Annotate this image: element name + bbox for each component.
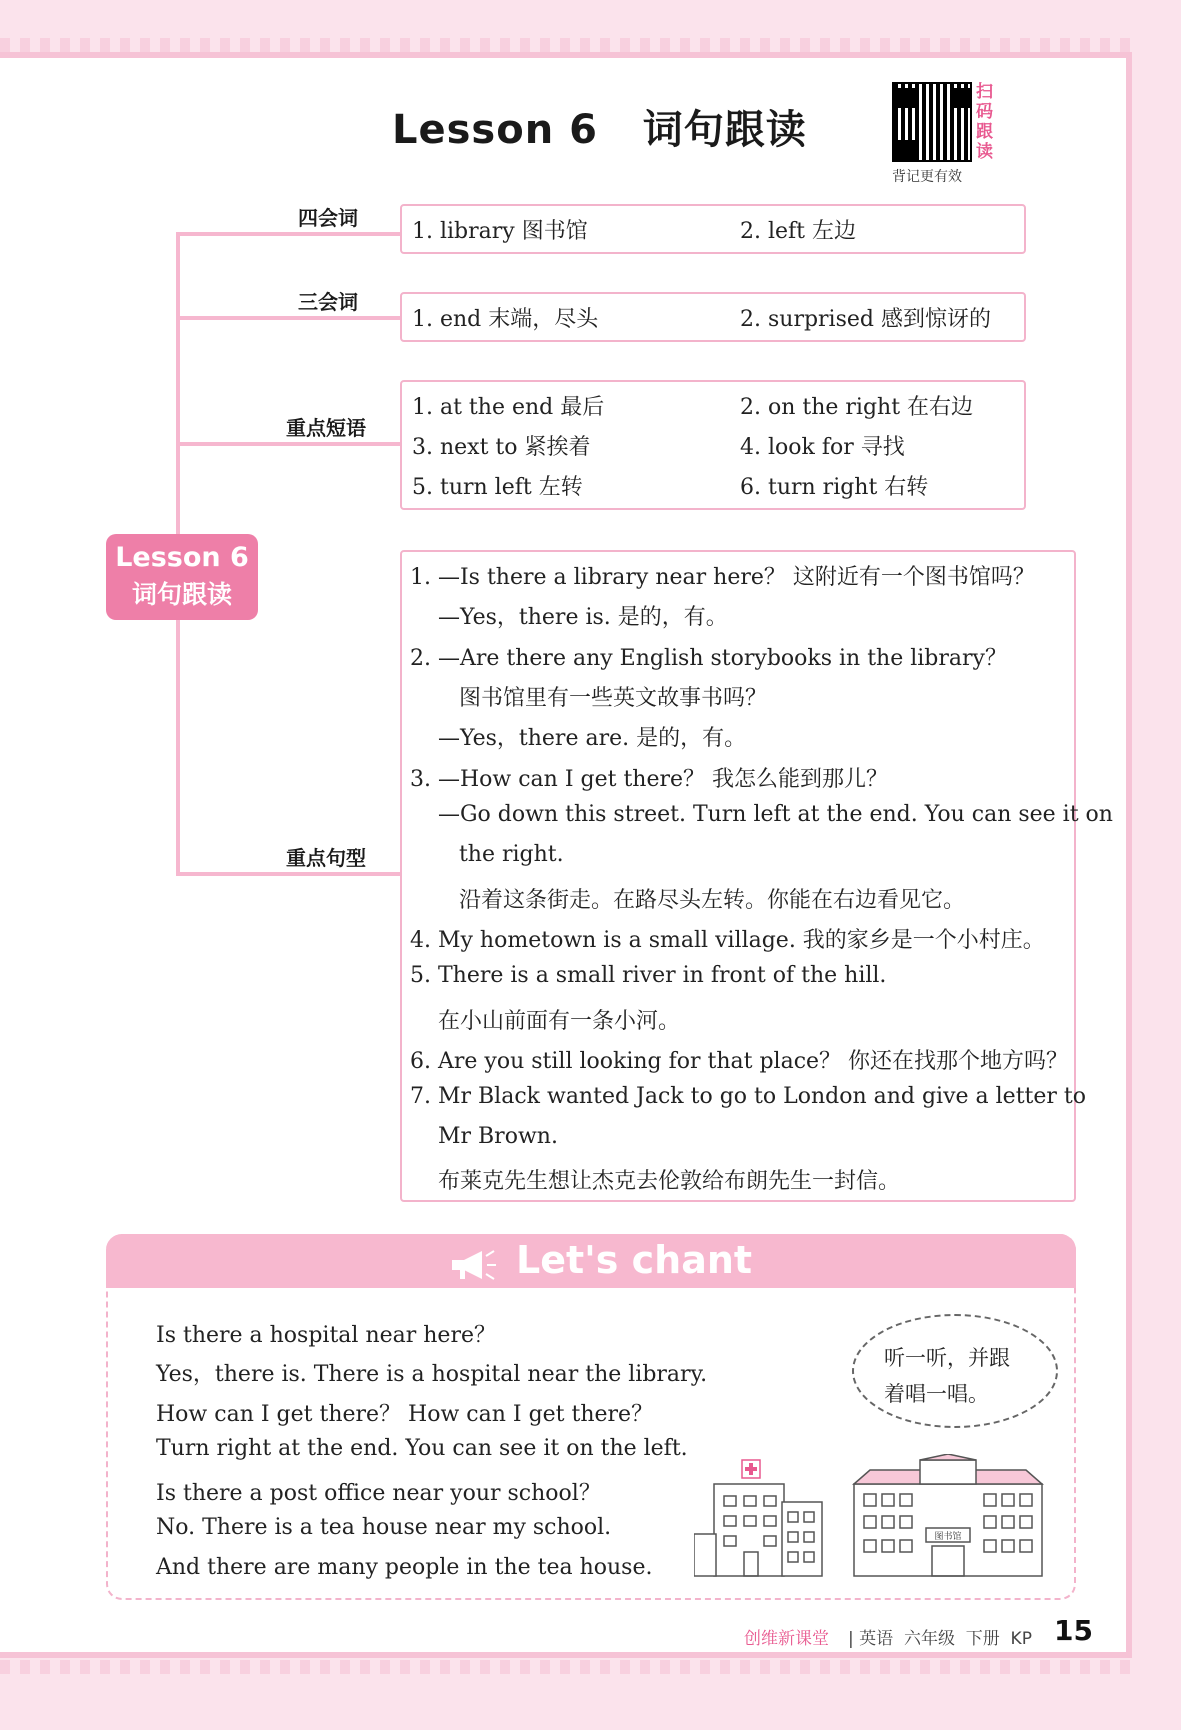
branch-phrases xyxy=(176,442,400,446)
page-number: 15 xyxy=(1054,1614,1093,1647)
sentence-line: Mr Brown. xyxy=(410,1124,558,1149)
hospital-icon xyxy=(694,1460,822,1576)
chant-line: Is there a post office near your school？ xyxy=(156,1481,601,1506)
sentence-line: 4. My hometown is a small village. 我的家乡是一个小村庄。 xyxy=(410,928,1045,953)
page-title: Lesson 6 词句跟读 xyxy=(392,107,807,153)
sentence-line: 3. —How can I get there？ 我怎么能到那儿？ xyxy=(410,767,889,792)
four-item-2: 2. left 左边 xyxy=(740,219,857,244)
phrase-4: 4. look for 寻找 xyxy=(740,435,905,460)
bubble-line-2: 着唱一唱。 xyxy=(884,1382,989,1406)
megaphone-icon xyxy=(448,1248,498,1282)
bottom-wave-border xyxy=(0,1660,1132,1674)
qr-side-label: 扫码跟读 xyxy=(976,82,993,162)
bubble-line-1: 听一听，并跟 xyxy=(884,1346,1010,1370)
sentence-line: 在小山前面有一条小河。 xyxy=(410,1009,680,1034)
branch-four xyxy=(176,232,400,236)
phrase-2: 2. on the right 在右边 xyxy=(740,395,974,420)
buildings-illustration xyxy=(694,1454,1044,1580)
footer-brand: 创维新课堂 xyxy=(744,1629,829,1649)
branch-three xyxy=(176,316,400,320)
library-icon xyxy=(854,1454,1042,1576)
sentence-line: 图书馆里有一些英文故事书吗？ xyxy=(410,686,767,711)
footer-info: | 英语 六年级 下册 KP xyxy=(848,1629,1032,1649)
library-sign: 图书馆 xyxy=(934,1532,962,1542)
center-badge-line1: Lesson 6 xyxy=(115,542,249,573)
top-wave-border xyxy=(0,38,1132,52)
sentence-line: —Yes，there are. 是的，有。 xyxy=(410,726,747,751)
three-item-2: 2. surprised 感到惊讶的 xyxy=(740,307,991,332)
sentence-line: 5. There is a small river in front of the hill. xyxy=(410,963,887,988)
chant-title: Let's chant xyxy=(516,1238,753,1282)
sentence-line: 7. Mr Black wanted Jack to go to London and give a letter to xyxy=(410,1084,1086,1109)
speech-bubble-text xyxy=(884,1340,1044,1412)
chant-line: And there are many people in the tea house. xyxy=(156,1555,653,1580)
phrase-5: 5. turn left 左转 xyxy=(412,475,583,500)
sentence-line: 布莱克先生想让杰克去伦敦给布朗先生一封信。 xyxy=(410,1169,900,1194)
three-item-1: 1. end 末端，尽头 xyxy=(412,307,599,332)
chant-line: Turn right at the end. You can see it on the left. xyxy=(156,1436,688,1461)
phrase-6: 6. turn right 右转 xyxy=(740,475,929,500)
branch-sentences xyxy=(176,872,400,876)
sentence-line: —Go down this street. Turn left at the end. You can see it on xyxy=(410,802,1113,827)
qr-code-icon[interactable] xyxy=(892,82,972,162)
chant-line: Yes，there is. There is a hospital near the library. xyxy=(156,1362,708,1387)
sentence-line: 2. —Are there any English storybooks in the library？ xyxy=(410,646,1007,671)
sentence-line: 6. Are you still looking for that place？ 你还在找那个地方吗？ xyxy=(410,1049,1069,1074)
sentence-line: 1. —Is there a library near here？ 这附近有一个图书馆吗？ xyxy=(410,565,1035,590)
sentence-line: —Yes，there is. 是的，有。 xyxy=(410,605,728,630)
chant-line: How can I get there？ How can I get there？ xyxy=(156,1402,654,1427)
label-sentences: 重点句型 xyxy=(286,846,366,870)
phrase-3: 3. next to 紧挨着 xyxy=(412,435,591,460)
phrase-1: 1. at the end 最后 xyxy=(412,395,605,420)
sentence-line: 沿着这条街走。在路尽头左转。你能在右边看见它。 xyxy=(410,888,965,913)
label-four: 四会词 xyxy=(298,206,358,230)
label-phrases: 重点短语 xyxy=(286,416,366,440)
chant-line: Is there a hospital near here？ xyxy=(156,1323,496,1348)
label-three: 三会词 xyxy=(298,290,358,314)
four-item-1: 1. library 图书馆 xyxy=(412,219,588,244)
chant-line: No. There is a tea house near my school. xyxy=(156,1515,612,1540)
center-badge xyxy=(106,534,258,620)
sentence-line: the right. xyxy=(410,842,564,867)
qr-caption: 背记更有效 xyxy=(892,169,962,185)
center-badge-line2: 词句跟读 xyxy=(131,580,232,609)
